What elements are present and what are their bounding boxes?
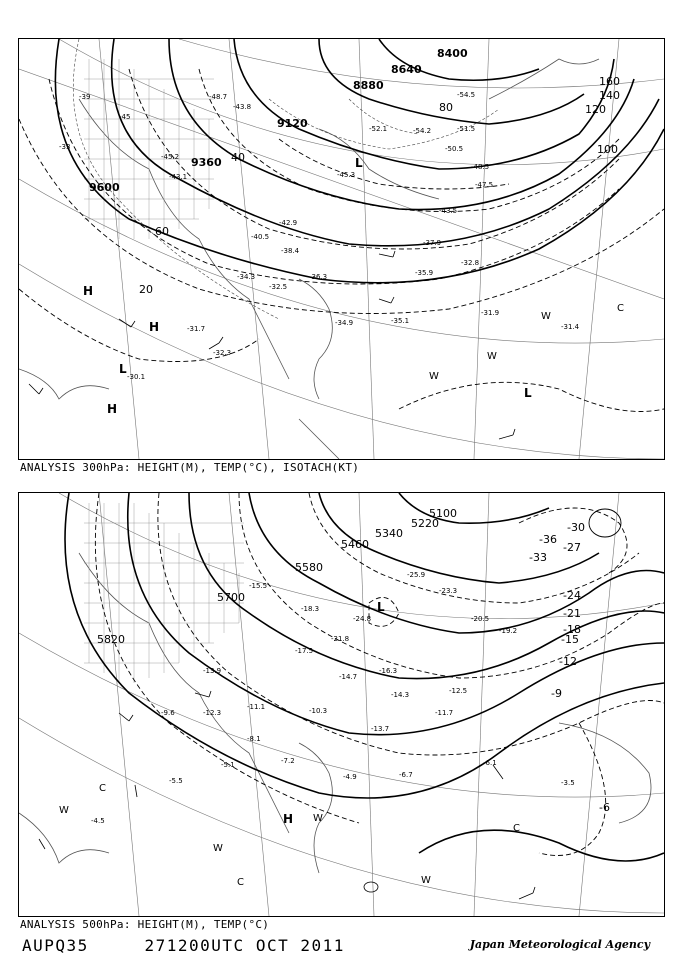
temp-contour-label: -15 bbox=[561, 633, 579, 646]
temp-value: -23.3 bbox=[439, 587, 458, 595]
temp-value: -16.3 bbox=[379, 667, 398, 675]
map-panel-500hpa bbox=[18, 492, 665, 917]
height-label: 5700 bbox=[217, 591, 245, 604]
temp-value: -51.5 bbox=[457, 125, 476, 133]
height-label: 5340 bbox=[375, 527, 403, 540]
temp-value: -15.5 bbox=[249, 582, 268, 590]
temp-value: -18.3 bbox=[301, 605, 320, 613]
temp-value: -25.9 bbox=[407, 571, 426, 579]
isotach-labels bbox=[139, 75, 620, 296]
temp-value: -39 bbox=[79, 93, 91, 101]
temp-contour-label: -21 bbox=[563, 607, 581, 620]
high-center-marker: H bbox=[283, 812, 294, 826]
temp-value: -48.5 bbox=[471, 163, 490, 171]
high-center-marker: H bbox=[149, 320, 160, 334]
map-panel-300hpa bbox=[18, 38, 665, 460]
low-center-marker: L bbox=[377, 600, 385, 614]
temp-value: -36.3 bbox=[309, 273, 328, 281]
height-label: 8880 bbox=[353, 79, 384, 92]
height-label: 5460 bbox=[341, 538, 369, 551]
temp-value: -31.9 bbox=[481, 309, 500, 317]
temperature-values bbox=[59, 91, 580, 381]
temp-value: -13.7 bbox=[371, 725, 390, 733]
temp-value: -13.9 bbox=[203, 667, 222, 675]
warm-center-marker: W bbox=[421, 875, 431, 886]
temp-value: -40.5 bbox=[251, 233, 270, 241]
height-label: 5580 bbox=[295, 561, 323, 574]
temp-value: -45.2 bbox=[161, 153, 180, 161]
graticule bbox=[19, 493, 664, 916]
warm-center-marker: W bbox=[541, 311, 551, 322]
temp-value: -38.4 bbox=[281, 247, 300, 255]
temp-value: -3.5 bbox=[561, 779, 575, 787]
temp-value: -4.9 bbox=[343, 773, 357, 781]
low-center-marker: L bbox=[524, 386, 532, 400]
cold-center-marker: C bbox=[237, 877, 244, 888]
temp-value: -9.6 bbox=[161, 709, 175, 717]
temp-value: -14.7 bbox=[339, 673, 358, 681]
warm-center-marker: W bbox=[213, 843, 223, 854]
cold-center-marker: C bbox=[617, 303, 624, 314]
isotach-label: 140 bbox=[599, 89, 620, 102]
temp-value: -11.7 bbox=[435, 709, 454, 717]
temp-value: -11.1 bbox=[247, 703, 266, 711]
temp-value: -54.5 bbox=[457, 91, 476, 99]
temp-value: -34.3 bbox=[237, 273, 256, 281]
temp-contour-label: -33 bbox=[529, 551, 547, 564]
temp-value: -32.3 bbox=[213, 349, 232, 357]
temp-value: -48.7 bbox=[209, 93, 228, 101]
temperature-values bbox=[91, 571, 575, 825]
coastlines bbox=[19, 553, 651, 873]
height-label: 5100 bbox=[429, 507, 457, 520]
temp-value: -47.5 bbox=[475, 181, 494, 189]
closed-contour bbox=[364, 882, 378, 892]
temp-value: -42.9 bbox=[279, 219, 298, 227]
high-center-marker: H bbox=[83, 284, 94, 298]
temp-value: -37.9 bbox=[423, 239, 442, 247]
agency-credit: Japan Meteorological Agency bbox=[469, 938, 650, 951]
height-label: 9600 bbox=[89, 181, 120, 194]
product-header bbox=[22, 936, 345, 955]
temp-contour-label: -36 bbox=[539, 533, 557, 546]
height-label: 5820 bbox=[97, 633, 125, 646]
isotach-label: 80 bbox=[439, 101, 453, 114]
product-code: AUPQ35 bbox=[22, 936, 89, 955]
height-label: 5220 bbox=[411, 517, 439, 530]
temp-value: -8.1 bbox=[247, 735, 261, 743]
height-labels bbox=[97, 507, 457, 646]
wind-barbs bbox=[39, 691, 535, 899]
temp-value: -14.3 bbox=[391, 691, 410, 699]
temp-value: -20.5 bbox=[471, 615, 490, 623]
temp-value: -43.5 bbox=[439, 207, 458, 215]
valid-time: 271200UTC OCT 2011 bbox=[144, 936, 345, 955]
warm-center-marker: W bbox=[487, 351, 497, 362]
temp-value: -30.1 bbox=[127, 373, 146, 381]
isotach-label: 100 bbox=[597, 143, 618, 156]
temp-value: -35.1 bbox=[391, 317, 410, 325]
temp-value: -54.2 bbox=[413, 127, 432, 135]
isotach-label: 20 bbox=[139, 283, 153, 296]
temp-contour-label: -6 bbox=[599, 801, 610, 814]
warm-center-marker: W bbox=[59, 805, 69, 816]
low-center-marker: L bbox=[355, 156, 363, 170]
temp-value: -50.5 bbox=[445, 145, 464, 153]
height-label: 9360 bbox=[191, 156, 222, 169]
low-center-marker: L bbox=[119, 362, 127, 376]
temp-value: -31.7 bbox=[187, 325, 206, 333]
height-label: 8640 bbox=[391, 63, 422, 76]
temp-value: -12.3 bbox=[203, 709, 222, 717]
temp-value: -32.8 bbox=[461, 259, 480, 267]
map-300hpa-svg bbox=[19, 39, 664, 459]
temp-value: -31.4 bbox=[561, 323, 580, 331]
temp-value: -4.5 bbox=[91, 817, 105, 825]
temp-value: -5.5 bbox=[169, 777, 183, 785]
height-label: 8400 bbox=[437, 47, 468, 60]
temp-value: -43.1 bbox=[169, 173, 188, 181]
temp-value: -45 bbox=[119, 113, 131, 121]
temp-contour-label: -9 bbox=[551, 687, 562, 700]
temp-value: -6.7 bbox=[399, 771, 413, 779]
temp-contour-labels bbox=[529, 521, 610, 814]
temp-contour-label: -12 bbox=[559, 655, 577, 668]
isotach-label: 60 bbox=[155, 225, 169, 238]
temp-value: -10.3 bbox=[309, 707, 328, 715]
temp-value: -35.9 bbox=[415, 269, 434, 277]
warm-center-marker: W bbox=[313, 813, 323, 824]
warm-center-marker: W bbox=[429, 371, 439, 382]
temp-value: -45.3 bbox=[337, 171, 356, 179]
temp-contour-label: -27 bbox=[563, 541, 581, 554]
temp-value: -7.2 bbox=[281, 757, 295, 765]
temp-value: -24.8 bbox=[353, 615, 372, 623]
map-500hpa-svg bbox=[19, 493, 664, 916]
temp-value: -19.2 bbox=[499, 627, 518, 635]
caption-500hpa: ANALYSIS 500hPa: HEIGHT(M), TEMP(°C) bbox=[20, 918, 270, 931]
cold-center-marker: C bbox=[99, 783, 106, 794]
temp-value: -32.5 bbox=[269, 283, 288, 291]
temp-value: -5.1 bbox=[221, 761, 235, 769]
isotach-label: 160 bbox=[599, 75, 620, 88]
temp-contour-label: -30 bbox=[567, 521, 585, 534]
isotach-label: 120 bbox=[585, 103, 606, 116]
temp-value: -34.9 bbox=[335, 319, 354, 327]
temp-value: -17.5 bbox=[295, 647, 314, 655]
temp-value: -6.1 bbox=[483, 759, 497, 767]
temp-contour-label: -18 bbox=[563, 623, 581, 636]
height-label: 9120 bbox=[277, 117, 308, 130]
temp-value: -12.5 bbox=[449, 687, 468, 695]
height-labels bbox=[89, 47, 468, 194]
temp-value: -52.1 bbox=[369, 125, 388, 133]
pressure-centers bbox=[59, 600, 520, 888]
caption-300hpa: ANALYSIS 300hPa: HEIGHT(M), TEMP(°C), ISOTACH(KT) bbox=[20, 461, 360, 474]
isotach-contours bbox=[19, 69, 664, 412]
cold-center-marker: C bbox=[513, 823, 520, 834]
temp-value: -21.8 bbox=[331, 635, 350, 643]
temp-value: -33 bbox=[59, 143, 71, 151]
isotach-label: 40 bbox=[231, 151, 245, 164]
temp-value: -43.8 bbox=[233, 103, 252, 111]
temp-contour-label: -24 bbox=[563, 589, 581, 602]
high-center-marker: H bbox=[107, 402, 118, 416]
